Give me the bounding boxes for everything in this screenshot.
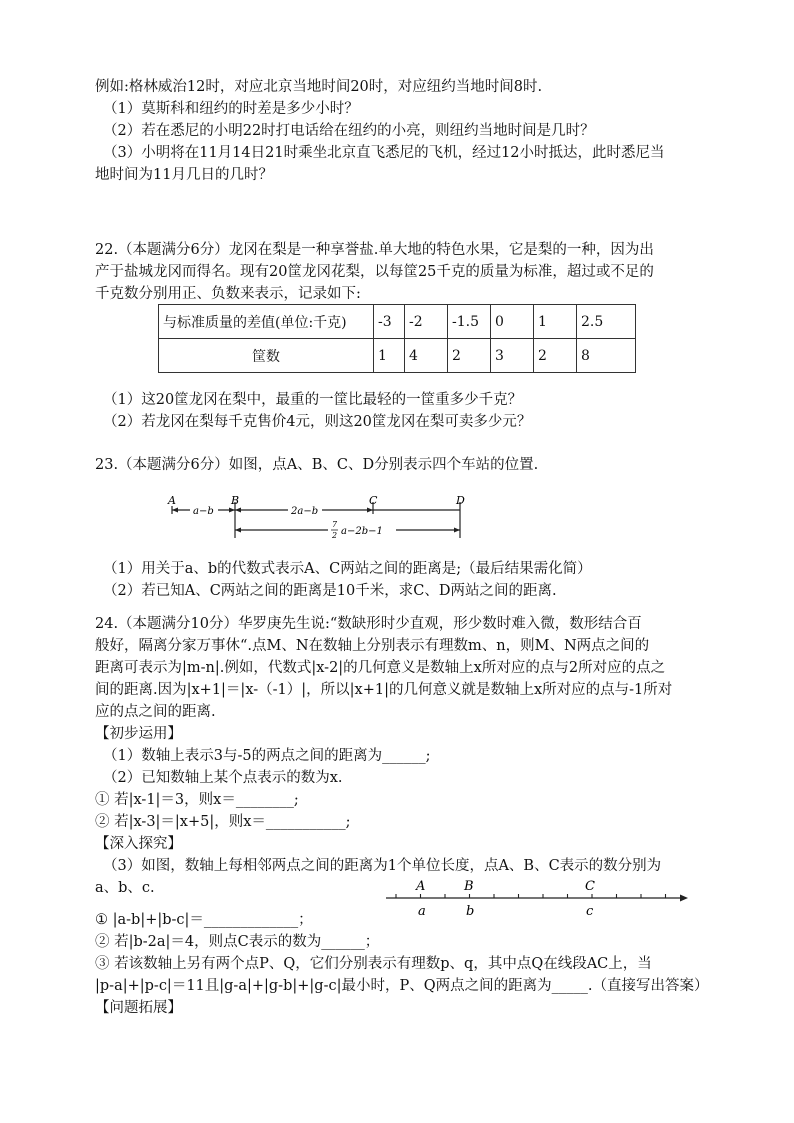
- fraction-numerator: 7: [332, 520, 338, 529]
- q24-stem-line1: 24.（本题满分10分）华罗庚先生说:“数缺形时少直观，形少数时难入微，数形结合百: [95, 616, 642, 632]
- q22-part1: （1）这20筐龙冈在梨中，最重的一筐比最轻的一筐重多少千克？: [103, 392, 523, 408]
- table-cell: 1: [534, 305, 577, 339]
- table-cell: 2: [534, 339, 577, 373]
- q21-part3-cont: 地时间为11月几日的几时？: [95, 167, 273, 183]
- q24-part2-case2: ② 若|x-3|＝|x+5|，则x＝___________;: [95, 814, 351, 830]
- value-c-label: c: [586, 904, 594, 919]
- q24-section-preliminary: 【初步运用】: [95, 726, 182, 742]
- table-header-cell: 筐数: [159, 339, 374, 373]
- q23-part1: （1）用关于a、b的代数式表示A、C两站之间的距离是;（最后结果需化简）: [103, 561, 592, 577]
- q24-part3-case3-cont: |p-a|+|p-c|＝11且|g-a|+|g-b|+|g-c|最小时，P、Q两点之间的距离为_____.（直接写出答案）: [95, 978, 709, 994]
- q24-number-line: [380, 868, 692, 924]
- segment-ab-label: a−b: [193, 506, 214, 517]
- table-cell: 1: [374, 339, 405, 373]
- point-b-label: B: [464, 879, 474, 894]
- fraction-denominator: 2: [332, 531, 338, 540]
- q21-example: 例如:格林威治12时，对应北京当地时间20时，对应纽约当地时间8时.: [95, 79, 543, 95]
- table-cell: 4: [405, 339, 448, 373]
- q24-part1: （1）数轴上表示3与-5的两点之间的距离为______;: [103, 748, 431, 764]
- q24-part3-case2: ② 若|b-2a|＝4，则点C表示的数为______；: [95, 934, 380, 950]
- table-cell: 2: [448, 339, 491, 373]
- segment-bd-label: a−2b−1: [341, 526, 383, 537]
- q24-part2-case1: ① 若|x-1|＝3，则x＝________;: [95, 792, 299, 808]
- table-cell: -2: [405, 305, 448, 339]
- q23-station-diagram: [160, 488, 480, 550]
- table-cell: 3: [491, 339, 534, 373]
- q22-stem-line1: 22.（本题满分6分）龙冈在梨是一种享誉盐.单大地的特色水果，它是梨的一种，因为出: [95, 242, 654, 258]
- q24-stem-line3: 距离可表示为|m-n|.例如，代数式|x-2|的几何意义是数轴上x所对应的点与2所对应的点之: [95, 660, 666, 676]
- q23-stem: 23.（本题满分6分）如图，点A、B、C、D分别表示四个车站的位置.: [95, 457, 539, 473]
- value-a-label: a: [418, 904, 426, 919]
- q24-stem-line5: 应的点之间的距离.: [95, 704, 216, 720]
- station-b-label: B: [231, 494, 240, 507]
- table-row: [159, 305, 636, 339]
- q24-part3-cont: a、b、c.: [95, 880, 155, 896]
- table-cell: -3: [374, 305, 405, 339]
- q23-part2: （2）若已知A、C两站之间的距离是10千米，求C、D两站之间的距离.: [103, 583, 557, 599]
- q24-part3-case1: ① |a-b|+|b-c|＝_____________；: [95, 912, 313, 928]
- table-cell: -1.5: [448, 305, 491, 339]
- q21-part3: （3）小明将在11月14日21时乘坐北京直飞悉尼的飞机，经过12小时抵达，此时悉尼当: [103, 145, 665, 161]
- segment-bc-label: 2a−b: [291, 506, 319, 517]
- q24-stem-line2: 般好，隔离分家万事休“.点M、N在数轴上分别表示有理数m、n，则M、N两点之间的: [95, 638, 650, 654]
- q22-part2: （2）若龙冈在梨每千克售价4元，则这20筐龙冈在梨可卖多少元？: [103, 414, 532, 430]
- station-c-label: C: [369, 494, 378, 507]
- q24-section-explore: 【深入探究】: [95, 836, 182, 852]
- q22-stem-line3: 千克数分别用正、负数来表示，记录如下:: [95, 286, 361, 302]
- point-c-label: C: [585, 879, 595, 894]
- table-cell: 0: [491, 305, 534, 339]
- q24-part3: （3）如图，数轴上每相邻两点之间的距离为1个单位长度，点A、B、C表示的数分别为: [103, 858, 662, 874]
- value-b-label: b: [466, 904, 475, 919]
- point-a-label: A: [416, 879, 426, 894]
- q24-part2: （2）已知数轴上某个点表示的数为x.: [103, 770, 343, 786]
- q22-stem-line2: 产于盐城龙冈而得名。现有20筐龙冈花梨，以每筐25千克的质量为标准，超过或不足的: [95, 264, 654, 280]
- station-a-label: A: [168, 494, 176, 507]
- table-cell: 8: [577, 339, 636, 373]
- table-row: [159, 339, 636, 373]
- q24-part3-case3: ③ 若该数轴上另有两个点P、Q，它们分别表示有理数p、q，其中点Q在线段AC上，当: [95, 956, 652, 972]
- station-d-label: D: [456, 494, 465, 507]
- q21-part2: （2）若在悉尼的小明22时打电话给在纽约的小亮，则纽约当地时间是几时？: [103, 123, 595, 139]
- q21-part1: （1）莫斯科和纽约的时差是多少小时？: [103, 101, 359, 117]
- table-cell: 2.5: [577, 305, 636, 339]
- q24-section-extension: 【问题拓展】: [95, 1000, 182, 1016]
- table-header-cell: 与标准质量的差值(单位:千克): [159, 305, 374, 339]
- q24-stem-line4: 间的距离.因为|x+1|＝|x-（-1）|，所以|x+1|的几何意义就是数轴上x所对应的点与-1所对: [95, 682, 673, 698]
- q22-data-table: [158, 304, 636, 373]
